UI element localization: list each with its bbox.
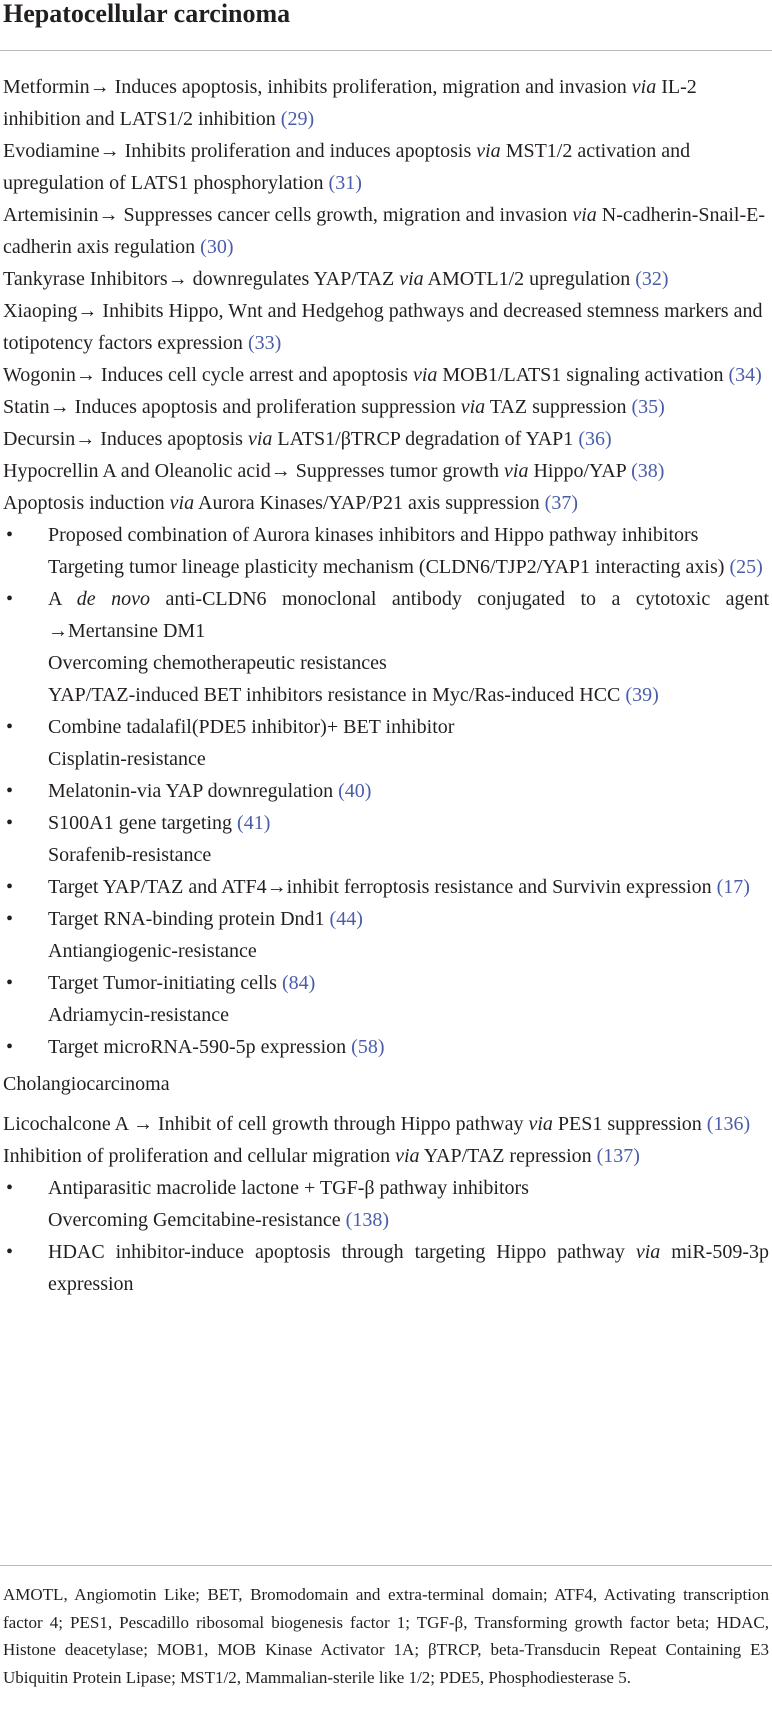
entry-line [3, 135, 769, 199]
bullet-item [3, 967, 769, 999]
text-segment: Metformin→ Induces apoptosis, inhibits proliferation, migration and invasion [3, 76, 632, 98]
text-segment: Targeting tumor lineage plasticity mechanism (CLDN6/TJP2/YAP1 interacting axis) [48, 556, 730, 578]
entry-line [3, 487, 769, 519]
text-segment: N-cadherin-Snail-E-cadherin axis regulation [3, 204, 766, 258]
table-footnote: AMOTL, Angiomotin Like; BET, Bromodomain and extra-terminal domain; ATF4, Activating transcription factor 4; PES1, Pescadillo ribosomal biogenesis factor 1; TGF-β, Transforming growth factor beta; HDAC, Histone deacetylase; MOB1, MOB Kinase Activator 1A; βTRCP, beta-Transducin Repeat Containing E3 Ubiquitin Protein Lipase; MST1/2, Mammalian-sterile like 1/2; PDE5, Phosphodiesterase 5. [3, 1585, 769, 1687]
text-segment: Wogonin→ Induces cell cycle arrest and apoptosis [3, 364, 413, 386]
reference-link[interactable]: (136) [706, 1113, 751, 1135]
reference-link[interactable]: (34) [728, 364, 762, 386]
reference-link[interactable]: (35) [631, 396, 665, 418]
sub-item [3, 1204, 769, 1236]
italic-text: via [572, 204, 597, 226]
text-segment: miR-509-3p expression [48, 1241, 769, 1295]
sub-item [3, 647, 769, 679]
text-segment: Target YAP/TAZ and ATF4→inhibit ferroptosis resistance and Survivin expression [48, 876, 717, 898]
bullet-item [3, 775, 769, 807]
text-segment: Target Tumor-initiating cells [48, 972, 282, 994]
reference-link[interactable]: (84) [281, 972, 316, 994]
bullet-item [3, 871, 769, 903]
entry-line [3, 263, 769, 295]
text-segment: anti-CLDN6 monoclonal antibody conjugated to a cytotoxic agent →Mertansine DM1 [48, 588, 769, 642]
reference-link[interactable]: (37) [544, 492, 578, 514]
text-segment: Antiparasitic macrolide lactone + TGF-β pathway inhibitors [48, 1177, 529, 1199]
reference-link[interactable]: (39) [625, 684, 659, 706]
reference-link[interactable]: (33) [247, 332, 282, 354]
bullet-item [3, 1031, 769, 1063]
reference-link[interactable]: (32) [635, 268, 669, 290]
text-segment: Hypocrellin A and Oleanolic acid→ Suppresses tumor growth [3, 460, 505, 482]
bullet-item [3, 1172, 769, 1204]
table-body [3, 71, 769, 1300]
text-segment: Aurora Kinases/YAP/P21 axis suppression [194, 492, 545, 514]
text-segment: Overcoming Gemcitabine-resistance [48, 1209, 346, 1231]
text-segment: TAZ suppression [485, 396, 632, 418]
italic-text: via [504, 460, 529, 482]
text-segment: Licochalcone A → Inhibit of cell growth through Hippo pathway [3, 1113, 529, 1135]
italic-text: via [412, 364, 438, 386]
text-segment: Xiaoping→ Inhibits Hippo, Wnt and Hedgehog pathways and decreased stemness markers and totipotency factors expression [3, 300, 763, 354]
sub-item [3, 935, 769, 967]
sub-item [3, 839, 769, 871]
reference-link[interactable]: (36) [578, 428, 612, 450]
text-segment: Decursin→ Induces apoptosis [3, 428, 248, 450]
text-segment: Hippo/YAP [528, 460, 632, 482]
reference-link[interactable]: (44) [329, 908, 363, 930]
text-segment: Statin→ Induces apoptosis and proliferation suppression [3, 396, 461, 418]
entry-line [3, 455, 769, 487]
text-segment: Adriamycin-resistance [48, 1004, 230, 1026]
italic-text: de novo [76, 588, 150, 610]
bullet-item [3, 519, 769, 551]
entry-line [3, 71, 769, 135]
bullet-item [3, 903, 769, 935]
text-segment: A [48, 588, 77, 610]
bullet-item [3, 583, 769, 647]
text-segment: YAP/TAZ-induced BET inhibitors resistance in Myc/Ras-induced HCC [48, 684, 626, 706]
italic-text: via [528, 1113, 553, 1135]
entry-line [3, 199, 769, 263]
table-header-row [0, 0, 772, 51]
text-segment: YAP/TAZ repression [419, 1145, 597, 1167]
text-segment: Tankyrase Inhibitors→ downregulates YAP/TAZ [3, 268, 400, 290]
text-segment: HDAC inhibitor-induce apoptosis through targeting Hippo pathway [48, 1241, 636, 1263]
text-segment: Apoptosis induction [3, 492, 170, 514]
italic-text: via [460, 396, 486, 418]
section-heading [3, 1068, 769, 1100]
entry-line [3, 1108, 769, 1140]
table-bottom-rule [0, 1565, 772, 1566]
sub-item [3, 551, 769, 583]
entry-line [3, 359, 769, 391]
text-segment: Proposed combination of Aurora kinases inhibitors and Hippo pathway inhibitors [48, 524, 699, 546]
text-segment: Antiangiogenic-resistance [48, 940, 257, 962]
text-segment: Target microRNA-590-5p expression [48, 1036, 352, 1058]
text-segment: Cisplatin-resistance [48, 748, 206, 770]
text-segment: Target RNA-binding protein Dnd1 [48, 908, 330, 930]
reference-link[interactable]: (25) [729, 556, 763, 578]
italic-text: via [395, 1145, 420, 1167]
bullet-item [3, 711, 769, 743]
italic-text: via [635, 1241, 661, 1263]
text-segment: Combine tadalafil(PDE5 inhibitor)+ BET inhibitor [48, 716, 455, 738]
text-segment: S100A1 gene targeting [48, 812, 238, 834]
text-segment: PES1 suppression [552, 1113, 707, 1135]
text-segment: MST1/2 activation and upregulation of LATS1 phosphorylation [3, 140, 691, 194]
italic-text: via [399, 268, 424, 290]
reference-link[interactable]: (137) [596, 1145, 640, 1167]
reference-link[interactable]: (138) [345, 1209, 389, 1231]
bullet-item [3, 807, 769, 839]
sub-item [3, 679, 769, 711]
reference-link[interactable]: (31) [328, 172, 362, 194]
reference-link[interactable]: (30) [200, 236, 234, 258]
text-segment: IL-2 inhibition and LATS1/2 inhibition [3, 76, 697, 130]
sub-item [3, 743, 769, 775]
text-segment: LATS1/βTRCP degradation of YAP1 [272, 428, 579, 450]
italic-text: via [631, 76, 657, 98]
sub-item [3, 999, 769, 1031]
text-segment: Artemisinin→ Suppresses cancer cells growth, migration and invasion [3, 204, 573, 226]
text-segment: Sorafenib-resistance [48, 844, 212, 866]
reference-link[interactable]: (40) [338, 780, 372, 802]
italic-text: via [476, 140, 501, 162]
text-segment: MOB1/LATS1 signaling activation [437, 364, 729, 386]
text-segment: Inhibition of proliferation and cellular migration [3, 1145, 396, 1167]
reference-link[interactable]: (38) [631, 460, 665, 482]
italic-text: via [169, 492, 195, 514]
entry-line [3, 423, 769, 455]
text-segment: Cholangiocarcinoma [3, 1073, 170, 1095]
entry-line [3, 1140, 769, 1172]
bullet-item [3, 1236, 769, 1300]
text-segment: AMOTL1/2 upregulation [423, 268, 636, 290]
reference-link[interactable]: (29) [280, 108, 315, 130]
reference-link[interactable]: (17) [716, 876, 750, 898]
text-segment: Melatonin-via YAP downregulation [48, 780, 339, 802]
entry-line [3, 295, 769, 359]
table-title: Hepatocellular carcinoma [3, 0, 291, 28]
entry-line [3, 391, 769, 423]
reference-link[interactable]: (41) [237, 812, 271, 834]
italic-text: via [247, 428, 273, 450]
reference-link[interactable]: (58) [351, 1036, 385, 1058]
text-segment: Overcoming chemotherapeutic resistances [48, 652, 387, 674]
text-segment: Evodiamine→ Inhibits proliferation and induces apoptosis [3, 140, 477, 162]
